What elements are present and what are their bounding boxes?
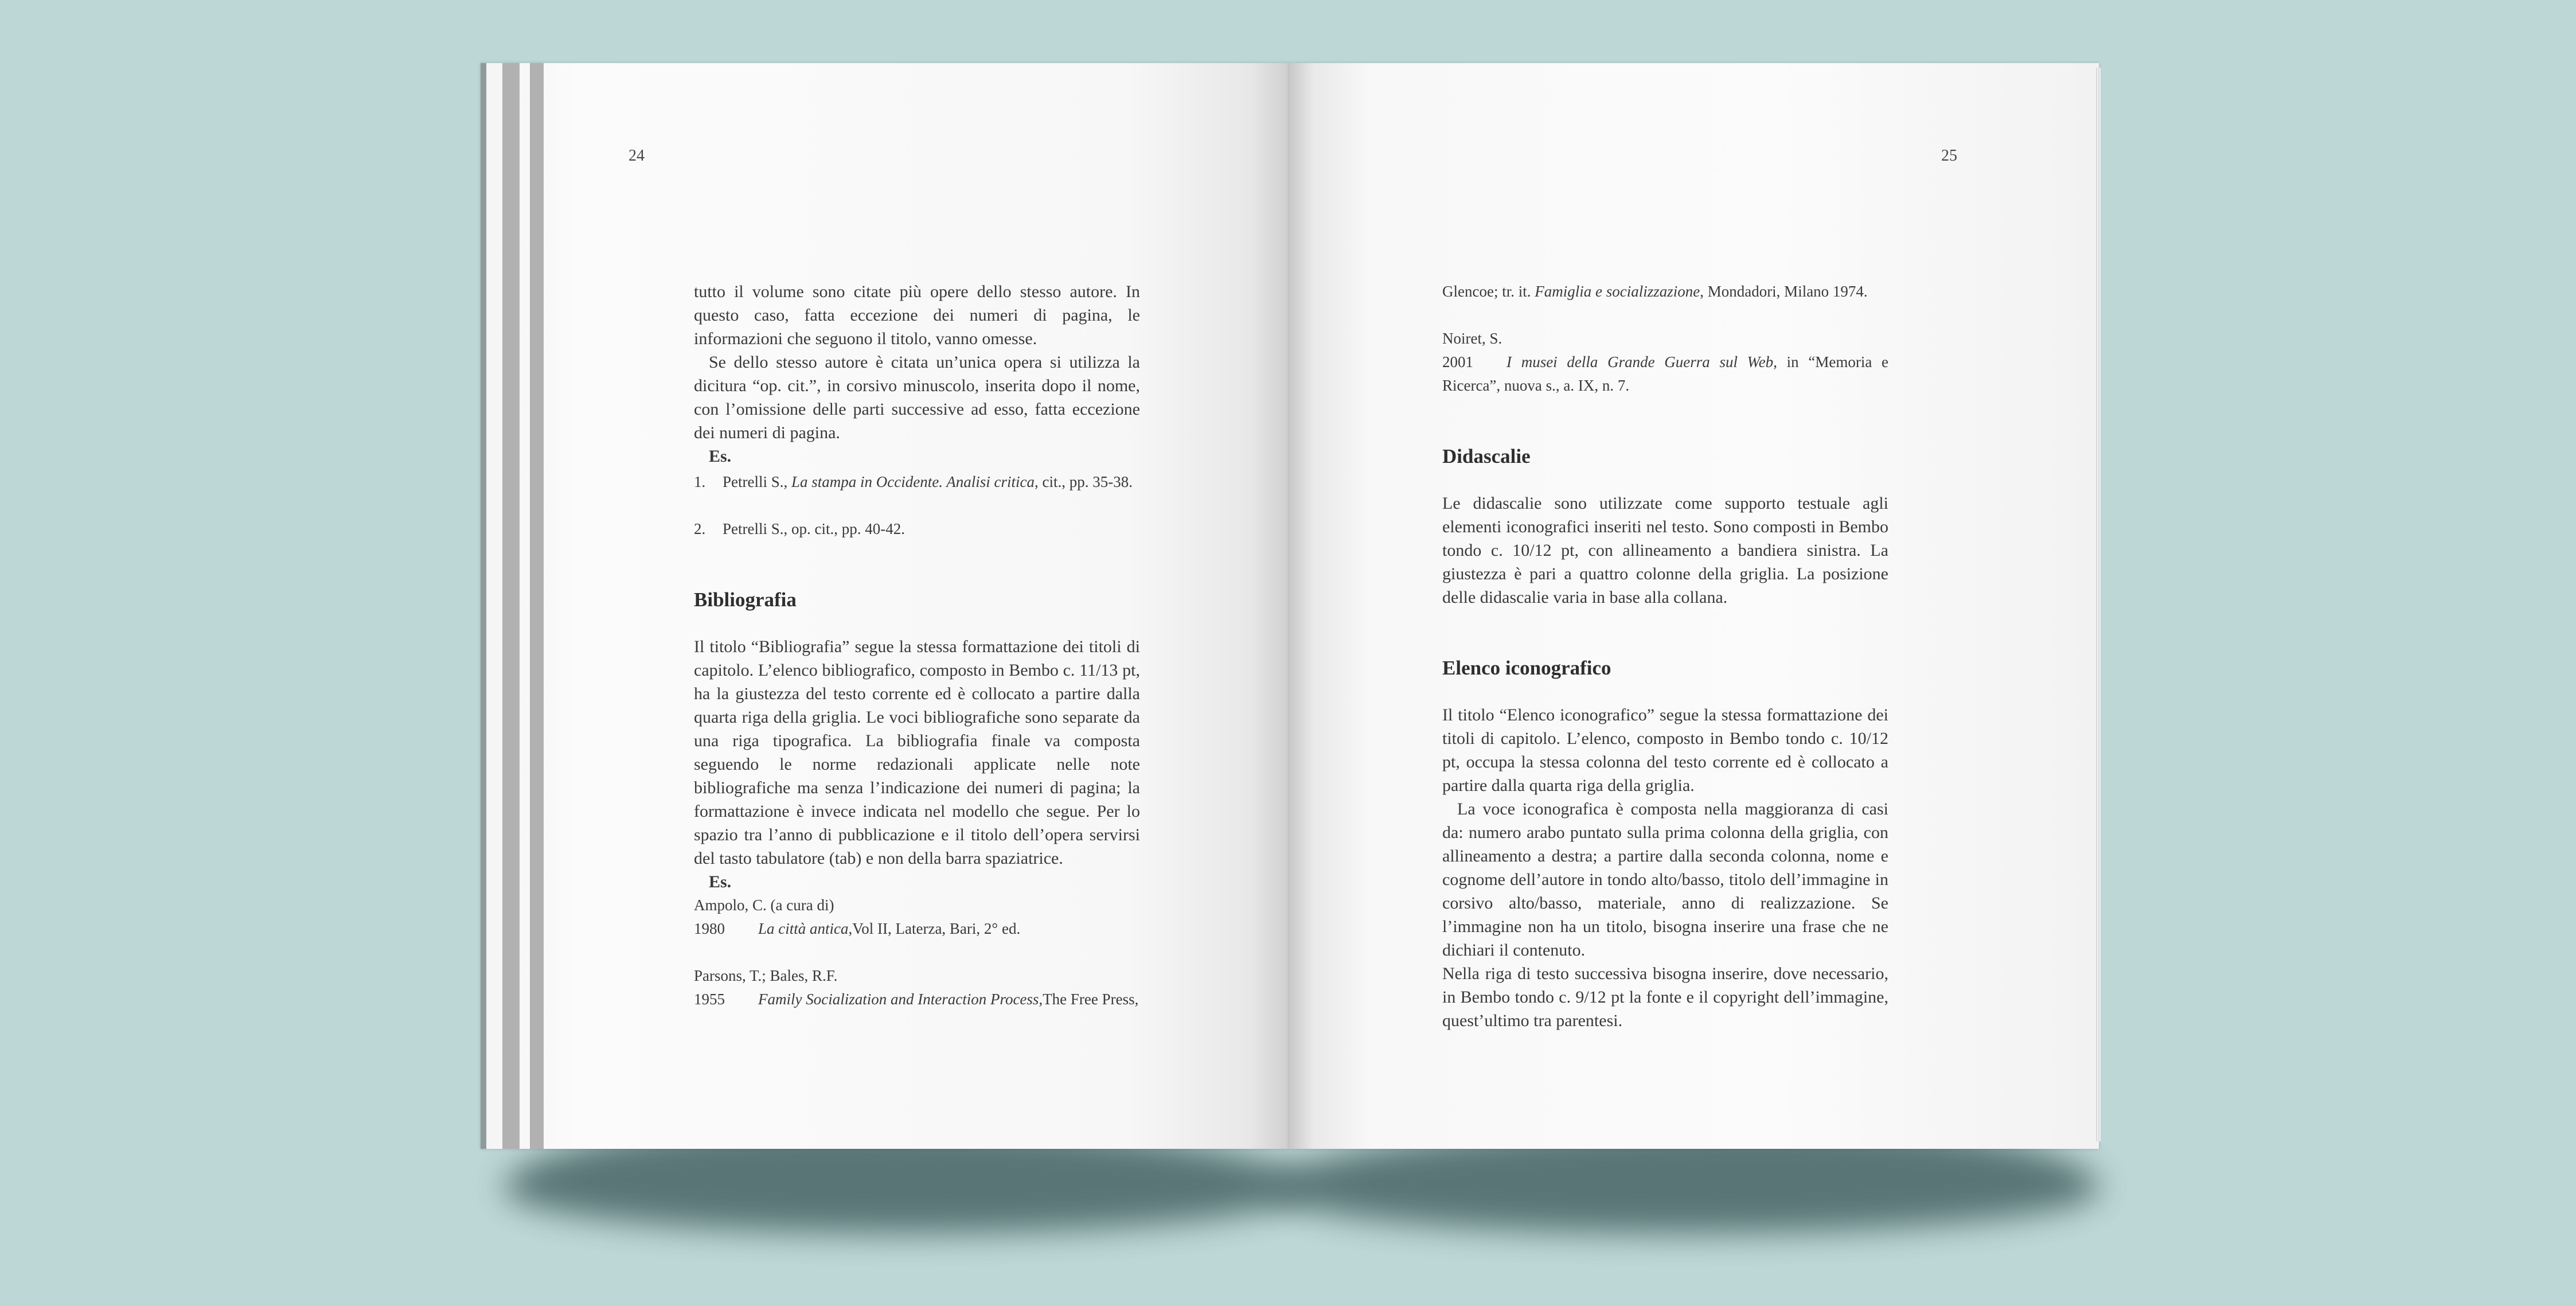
paragraph: La voce iconografica è composta nella maggioranza di casi da: numero arabo puntato sulla prima colonna della griglia, con allineamento a destra; a partire dalla seconda colonna, nome e cognome dell’autore in tondo alto/basso, titolo dell’immagine in corsivo alto/basso, materiale, anno di realizzazione. Se l’immagine non ha un titolo, bisogna inserire una frase che ne dichiari il contenuto. [1442, 800, 1888, 960]
paragraph: Il titolo “Elenco iconografico” segue la stessa formattazione dei titoli di capitolo. L’elenco, composto in Bembo tondo c. 10/12 pt, occupa la stessa colonna del testo corrente ed è collocato a partire dalla quarta riga della griglia. [1442, 705, 1888, 795]
footnote-number: 2. [694, 520, 706, 537]
paragraph: Le didascalie sono utilizzate come supporto testuale agli elementi iconografici inseriti nel testo. Sono composti in Bembo tondo c. 10/12 pt, con allineamento a bandiera sinistra. La giustezza è pari a quattro colonne della griglia. La posizione delle didascalie varia in base alla collana. [1442, 494, 1888, 607]
bibliography-year: 1980 [694, 920, 725, 937]
right-text-column [1442, 280, 1888, 1032]
footnote-number: 1. [694, 473, 706, 490]
bibliography-year: 2001 [1442, 353, 1473, 371]
bibliography-entry [694, 917, 1140, 941]
bibliography-entry [694, 988, 1140, 1011]
example-label: Es. [709, 447, 732, 466]
section-heading: Bibliografia [694, 588, 797, 611]
spine-stripe [530, 63, 544, 1149]
left-page [481, 63, 1289, 1149]
bibliography-author: Ampolo, C. (a cura di) [694, 896, 834, 914]
paragraph: Nella riga di testo successiva bisogna inserire, dove necessario, in Bembo tondo c. 9/12 pt la fonte e il copyright dell’immagine, quest’ultimo tra parentesi. [1442, 964, 1888, 1030]
footnote-text: Petrelli S., [723, 473, 791, 490]
cover-edge [481, 63, 486, 1149]
bibliography-author: Noiret, S. [1442, 330, 1502, 347]
paragraph: tutto il volume sono citate più opere dello stesso autore. In questo caso, fatta eccezione dei numeri di pagina, le informazioni che seguono il titolo, vanno omesse. [694, 282, 1140, 348]
page-number: 25 [1941, 147, 1957, 165]
spine-stripe [502, 63, 520, 1149]
bibliography-title: Famiglia e socializzazione [1535, 283, 1700, 300]
bibliography-details: ,Vol II, Laterza, Bari, 2° ed. [848, 920, 1021, 937]
section-heading: Elenco iconografico [1442, 657, 1611, 679]
section-heading: Didascalie [1442, 445, 1531, 467]
paragraph: Il titolo “Bibliografia” segue la stessa formattazione dei titoli di capitolo. L’elenco bibliografico, composto in Bembo c. 11/13 pt, ha la giustezza del testo corrente ed è collocato a partire dalla quarta riga della griglia. Le voci bibliografiche sono separate da una riga tipografica. La bibliografia finale va composta seguendo le norme redazionali applicate nelle note bibliografiche ma senza l’indicazione dei numeri di pagina; la formattazione è invece indicata nel modello che segue. Per lo spazio tra l’anno di pubblicazione e il titolo dell’opera servirsi del tasto tabulatore (tab) e non della barra spaziatrice. [694, 637, 1140, 868]
bibliography-title: I musei della Grande Guerra sul Web [1506, 353, 1774, 371]
bibliography-entry [1442, 350, 1888, 397]
right-page [1289, 63, 2099, 1149]
paragraph: Se dello stesso autore è citata un’unica opera si utilizza la dicitura “op. cit.”, in corsivo minuscolo, inserita dopo il nome, con l’omissione delle parti successive ad esso, fatta eccezione dei numeri di pagina. [694, 353, 1140, 442]
bibliography-title: Family Socialization and Interaction Process [758, 991, 1039, 1008]
bibliography-details: , Mondadori, Milano 1974. [1700, 283, 1868, 300]
bibliography-title: La città antica [758, 920, 849, 937]
footnote-text: , cit., pp. 35-38. [1034, 473, 1133, 490]
footnote-title: La stampa in Occidente. Analisi critica [791, 473, 1035, 490]
footnote-text: Petrelli S., op. cit., pp. 40-42. [723, 520, 905, 537]
bibliography-text: Glencoe; tr. it. [1442, 283, 1535, 300]
left-text-column [694, 280, 1140, 1011]
page-number: 24 [629, 147, 645, 165]
bibliography-details: , in “Memoria e Ricerca”, nuova s., a. IX, n. 7. [1442, 353, 1888, 394]
example-label: Es. [709, 872, 732, 891]
footnote [694, 517, 1140, 541]
bibliography-details: ,The Free Press, [1039, 991, 1139, 1008]
bibliography-entry-continued [1442, 280, 1888, 303]
bibliography-author: Parsons, T.; Bales, R.F. [694, 967, 838, 984]
page-block-edge [2096, 68, 2101, 1141]
footnote [694, 470, 1140, 494]
bibliography-year: 1955 [694, 991, 725, 1008]
